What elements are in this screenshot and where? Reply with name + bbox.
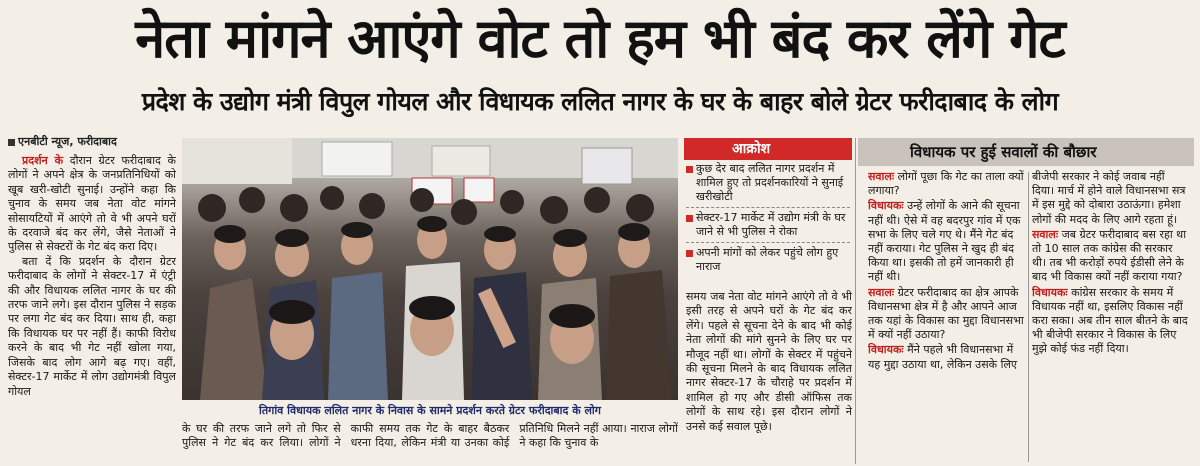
sidebar-bullet: कुछ देर बाद ललित नागर प्रदर्शन में शामिल हुए तो प्रदर्शनकारियों ने सुनाई खरीखोटी <box>686 162 850 204</box>
qa-answer <box>1032 286 1190 357</box>
qa-question <box>868 286 1024 343</box>
qa-question <box>868 170 1024 198</box>
article-column-3 <box>686 290 852 462</box>
column-divider <box>855 138 856 464</box>
subheadline: प्रदेश के उद्योग मंत्री विपुल गोयल और विधायक ललित नागर के घर के बाहर बोले ग्रेटर फरीदाबाद के लोग <box>141 87 1059 116</box>
sidebar-bullet: सेक्टर-17 मार्केट में उद्योग मंत्री के घर जाने से भी पुलिस ने रोका <box>686 211 850 239</box>
answer-label: विधायकः <box>868 199 904 213</box>
qa-text: ग्रेटर फरीदाबाद का क्षेत्र आपके विधानसभा क्षेत्र में है और आपने आज तक यहां के विकास का मुद्दा विधानसभा में क्यों नहीं उठाया? <box>868 285 1024 342</box>
article-paragraph-1 <box>8 154 176 255</box>
question-label: सवालः <box>868 285 895 299</box>
article-paragraph-4: समय जब नेता वोट मांगने आएंगे तो वे भी इसी तरह से अपने घरों के गेट बंद कर लेंगे। पहले से सूचना देने के बाद भी कोई नेता लोगों की मांगे सुनने के लिए घर पर मौजूद नहीं था। लोगों के सेक्टर में पहुंचने की सूचना मिलने के बाद विधायक ललित नागर सेक्टर-17 के चौराहे पर प्रदर्शन में शामिल हो गए और डीसी ऑफिस तक लोगों के साथ रहे। इस दौरान लोगों ने उनसे कई सवाल पूछे। <box>686 290 852 433</box>
qa-text: मैंने पहले भी विधानसभा में यह मुद्दा उठाया था, लेकिन उसके लिए <box>868 343 1017 371</box>
protest-photo <box>182 138 678 400</box>
divider <box>686 207 850 208</box>
qa-answer <box>868 343 1024 371</box>
qa-text: उन्हें लोगों के आने की सूचना नहीं थी। ऐसे में वह बदरपुर गांव में एक सभा के लिए चले गए थे। मैंने गेट बंद नहीं कराया। गेट पुलिस ने खुद ही बंद किया था। इसकी तो हमें जानकारी ही नहीं थी। <box>868 199 1021 284</box>
qa-column-right <box>1032 170 1190 462</box>
qa-box-title: विधायक पर हुई सवालों की बौछार <box>858 138 1194 166</box>
qa-answer <box>868 199 1024 284</box>
divider <box>686 242 850 243</box>
qa-text: कांग्रेस सरकार के समय में विधायक नहीं था, इसलिए विकास नहीं करा सका। अब तीन साल बीतने के बाद भी बीजेपी सरकार ने विकास के लिए मुझे कोई फंड नहीं दिया। <box>1032 285 1188 356</box>
qa-text: लोगों पूछा कि गेट का ताला क्यों लगाया? <box>868 170 1024 198</box>
qa-column-left <box>868 170 1024 462</box>
byline <box>8 134 176 152</box>
answer-label: विधायकः <box>1032 285 1068 299</box>
question-label: सवालः <box>868 170 895 183</box>
crowd-illustration <box>182 138 678 400</box>
article-p1-text: दौरान ग्रेटर फरीदाबाद के लोगों ने अपने क्षेत्र के जनप्रतिनिधियों को खूब खरी-खोटी सुनाई। उन्होंने कहा कि चुनाव के समय जब नेता वोट मांगने सोसायटियों में आएंगे तो वे भी अपने घरों के दरवाजे बंद कर लेंगे, जैसे नेताओं ने पुलिस से सेक्टरों के गेट बंद करा दिए। <box>8 154 176 254</box>
qa-text: जब ग्रेटर फरीदाबाद बस रहा था तो 10 साल तक कांग्रेस की सरकार थी। तब भी करोड़ों रुपये ईडीसी लेने के बाद भी विकास क्यों नहीं कराया गया? <box>1032 227 1187 284</box>
article-paragraph-2: बता दें कि प्रदर्शन के दौरान ग्रेटर फरीदाबाद के लोगों ने सेक्टर-17 में एंट्री की और विधायक ललित नागर के घर की तरफ जाने लगे। इस दौरान पुलिस ने सड़क पर लगा गेट बंद कर दिया। साथ ही, कहा कि विधायक घर पर नहीं हैं। काफी विरोध करने के बाद भी गेट नहीं खोला गया, जिसके बाद लोग आगे बढ़ गए। वहीं, सेक्टर-17 मार्केट में लोग उद्योगमंत्री विपुल गोयल <box>8 254 176 398</box>
qa-divider <box>1028 172 1029 462</box>
article-paragraph-3: के घर की तरफ जाने लगे तो फिर से पुलिस ने गेट बंद कर लिया। लोगों ने काफी समय तक गेट के बाहर बैठकर धरना दिया, लेकिन मंत्री या उनका कोई प्रतिनिधि मिलने नहीं आया। नाराज लोगों ने कहा कि चुनाव के <box>182 422 678 450</box>
photo-caption: तिगांव विधायक ललित नागर के निवास के सामने प्रदर्शन करते ग्रेटर फरीदाबाद के लोग <box>259 404 601 417</box>
article-column-1 <box>8 154 176 460</box>
qa-question <box>1032 228 1190 285</box>
answer-label: विधायकः <box>868 343 904 357</box>
qa-continued-text: बीजेपी सरकार ने कोई जवाब नहीं दिया। मार्च में होने वाले विधानसभा सत्र में इस मुद्दे को दोबारा उठाऊंगा। हमेशा लोगों की मदद के लिए आगे रहता हूं। <box>1032 170 1186 226</box>
byline-square-icon <box>8 139 15 146</box>
sidebar-bullet: अपनी मांगों को लेकर पहुंचे लोग हुए नाराज <box>686 246 850 274</box>
question-label: सवालः <box>1032 227 1059 241</box>
sidebar-bullets <box>686 162 850 277</box>
headline: नेता मांगने आएंगे वोट तो हम भी बंद कर लेंगे गेट <box>135 7 1065 70</box>
sidebar-title: आक्रोश <box>684 138 852 160</box>
lead-word: प्रदर्शन के <box>22 154 64 167</box>
article-column-2 <box>182 422 678 462</box>
byline-text: एनबीटी न्यूज, फरीदाबाद <box>18 135 117 148</box>
